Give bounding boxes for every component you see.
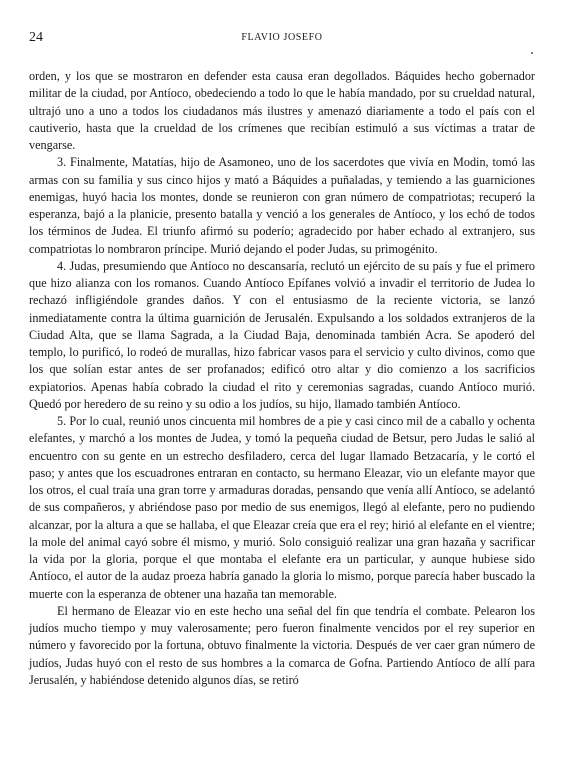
running-head: FLAVIO JOSEFO: [241, 32, 323, 43]
paragraph-section-4: 4. Judas, presumiendo que Antíoco no descansaría, reclutó un ejército de su país y fue el primero que hizo alianza con los romanos. Cuando Antíoco Epífanes volvió a invadir el territorio de Judea lo rechazó infligiéndole grandes daños. Y con el entusiasmo de la reciente victoria, se lanzó inmediatamente contra la última guarnición de Jerusalén. Expulsando a los soldados extranjeros de la Ciudad Alta, que se llama Sagrada, a la Ciudad Baja, denominada también Acra. Se apoderó del templo, lo purificó, lo rodeó de murallas, hizo fabricar vasos para el servicio y culto divinos, como que los que solían estar antes de ser profanados; edificó otro altar y dio comienzo a los sacrificios expiatorios. Apenas había cobrado la ciudad el rito y ceremonias sagradas, cuando Antíoco murió. Quedó por heredero de su reino y su odio a los judíos, su hijo, llamado también Antíoco.: [29, 258, 535, 411]
page-mark: [531, 52, 533, 54]
body-text: [29, 68, 535, 689]
paragraph-section-3: 3. Finalmente, Matatías, hijo de Asamoneo, uno de los sacerdotes que vivía en Modin, tomó las armas con su familia y sus cinco hijos y mató a Báquides a puñaladas, y temiendo a las guarniciones enemigas, huyó hacia los montes, donde se reunieron con gran número de compatriotas; recuperó la esperanza, bajó a la planicie, presento batalla y venció a los generales de Antíoco, y los echó de todos los términos de Judea. El triunfo afirmó su poderío; agradecido por haber echado al extranjero, sus compatriotas lo nombraron príncipe. Murió dejando el poder Judas, su primogénito.: [29, 155, 535, 256]
page-number: 24: [29, 30, 43, 45]
page-header: [29, 30, 535, 50]
paragraph-eleazar-brother: El hermano de Eleazar vio en este hecho una señal del fin que tendría el combate. Pelearon los judíos mucho tiempo y muy valerosamente; pero fueron finalmente vencidos por el rey superior en número y favorecido por la fortuna, obtuvo finalmente la victoria. Después de ver caer gran número de judíos, Judas huyó con el resto de sus hombres a la comarca de Gofna. Partiendo Antíoco de allí para Jerusalén, y habiéndose detenido algunos días, se retiró: [29, 603, 535, 687]
paragraph-continuation: orden, y los que se mostraron en defender esta causa eran degollados. Báquides hecho gobernador militar de la ciudad, por Antíoco, obedeciendo a todo lo que le había mandado, por su crueldad natural, ultrajó uno a uno a todos los ciudadanos más ilustres y amenazó diariamente a todo el país con el cautiverio, hasta que la crueldad de los crímenes que recibían estimuló a sus víctimas a tratar de vengarse.: [29, 69, 535, 152]
paragraph-section-5: 5. Por lo cual, reunió unos cincuenta mil hombres de a pie y casi cinco mil de a caballo y ochenta elefantes, y marchó a los montes de Judea, y tomó la pequeña ciudad de Betsur, pero Judas le salió al encuentro con su gente en un estrecho desfiladero, cerca del lugar llamado Betzacaría, y le cortó el paso; y antes que los escuadrones entraran en contacto, su hermano Eleazar, vio un elefante mayor que los otros, el cual traía una gran torre y armaduras doradas, pensando que venía allí Antíoco, se adelantó de sus compañeros, y abriéndose paso por medio de sus enemigos, llegó al elefante, pero no pudiendo alcanzar, por la altura a que se hallaba, el que Eleazar creía que era el rey; hirió al elefante en el vientre; la mole del animal cayó sobre él mismo, y murió. Solo consiguió realizar una gran hazaña y sacrificar la vida por la gloria, porque el que montaba el elefante era un particular, y aunque hubiese sido Antíoco, el autor de la audaz proeza habría ganado la gloria lo mismo, porque parecía haber buscado la muerte con la esperanza de obtener una hazaña tan memorable.: [29, 414, 536, 601]
